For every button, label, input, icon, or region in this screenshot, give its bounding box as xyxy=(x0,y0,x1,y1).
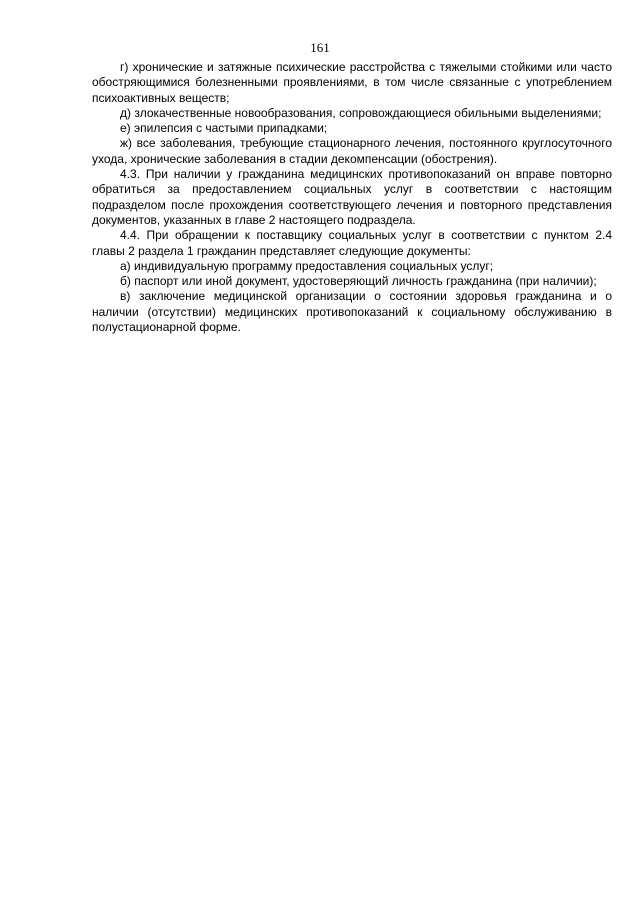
paragraph-item-g: г) хронические и затяжные психические расстройства с тяжелыми стойкими или часто обостряющимися болезненными проявлениями, в том числе связанные с употреблением психоактивных веществ; xyxy=(92,60,612,105)
paragraph-4-3: 4.3. При наличии у гражданина медицинских противопоказаний он вправе повторно обратиться за предоставлением социальных услуг в соответствии с настоящим подразделом после прохождения соответствующего лечения и повторного представления документов, указанных в главе 2 настоящего подраздела. xyxy=(92,167,612,227)
page-number: 161 xyxy=(310,40,330,55)
paragraph-item-b: б) паспорт или иной документ, удостоверяющий личность гражданина (при наличии); xyxy=(120,274,597,289)
paragraph-4-4: 4.4. При обращении к поставщику социальных услуг в соответствии с пунктом 2.4 главы 2 раздела 1 гражданин представляет следующие документы: xyxy=(92,228,612,258)
paragraph-item-v: в) заключение медицинской организации о состоянии здоровья гражданина и о наличии (отсутствии) медицинских противопоказаний к социальному обслуживанию в полустационарной форме. xyxy=(92,289,612,335)
paragraph-item-a: а) индивидуальную программу предоставления социальных услуг; xyxy=(120,258,494,273)
document-body xyxy=(92,60,612,335)
paragraph-item-e: е) эпилепсия с частыми припадками; xyxy=(120,121,328,136)
paragraph-item-d: д) злокачественные новообразования, сопровождающиеся обильными выделениями; xyxy=(120,105,602,120)
paragraph-item-zh: ж) все заболевания, требующие стационарного лечения, постоянного круглосуточного ухода, хронические заболевания в стадии декомпенсации (обострения). xyxy=(92,136,612,166)
